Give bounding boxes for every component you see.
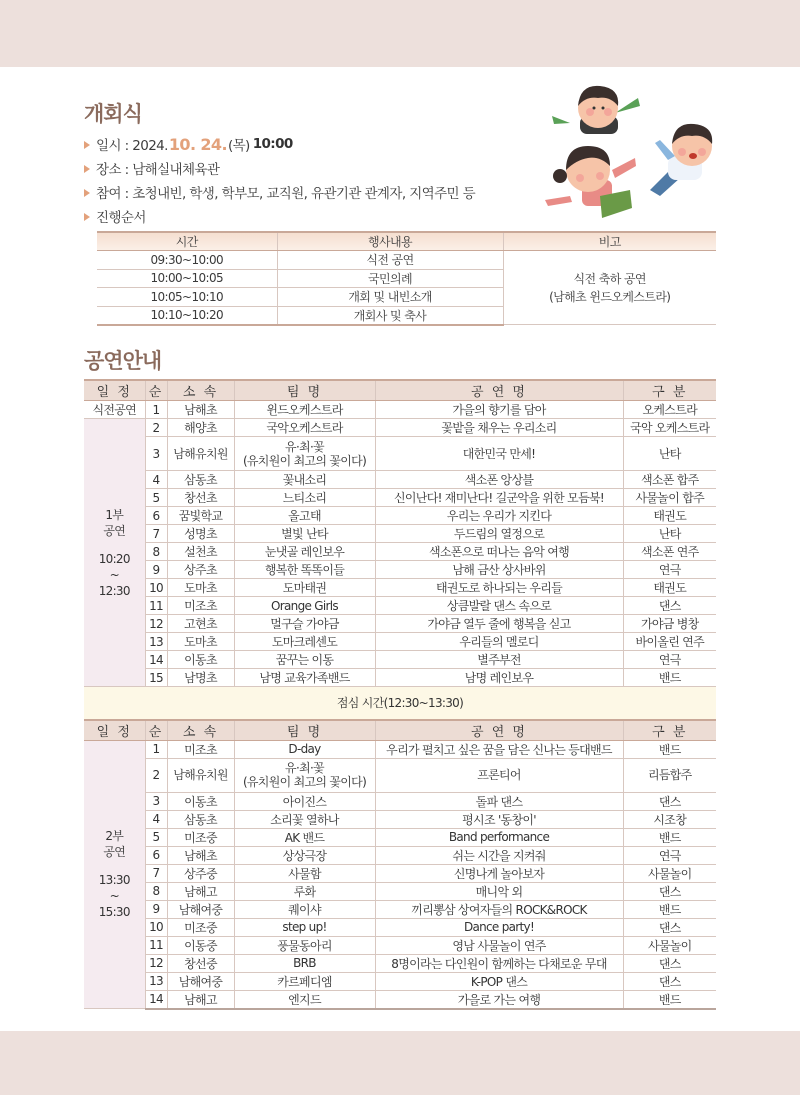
title-cell: 쉬는 시간을 지켜줘 <box>375 846 623 864</box>
kid-bottom <box>545 146 636 218</box>
triangle-bullet-icon <box>84 189 90 197</box>
team-cell: 행복한 똑똑이들 <box>234 561 375 579</box>
info-place <box>84 156 475 180</box>
header-title: 공 연 명 <box>375 720 623 741</box>
team-name-line-2: (유치원이 최고의 꽃이다) <box>242 775 367 789</box>
school-cell: 창선초 <box>167 489 234 507</box>
time-cell: 10:10~10:20 <box>97 306 277 325</box>
order-cell: 14 <box>145 990 167 1009</box>
title-cell: 매니악 외 <box>375 882 623 900</box>
table-row <box>84 525 716 543</box>
order-cell: 4 <box>145 471 167 489</box>
title-cell: K-POP 댄스 <box>375 972 623 990</box>
date-prefix: 일시 : 2024. <box>96 138 168 154</box>
table-row <box>84 990 716 1009</box>
title-cell: 가을의 향기를 담아 <box>375 401 623 419</box>
title-cell: 남해 금산 상사바위 <box>375 561 623 579</box>
title-cell: 프론티어 <box>375 758 623 792</box>
order-cell: 5 <box>145 489 167 507</box>
team-cell: 풍물동아리 <box>234 936 375 954</box>
note-line-2: (남해초 윈드오케스트라) <box>549 289 671 304</box>
gap <box>84 539 145 551</box>
school-cell: 남해초 <box>167 846 234 864</box>
type-cell: 사물놀이 <box>623 936 716 954</box>
title-cell: 끼리뽕삼 상여자들의 ROCK&ROCK <box>375 900 623 918</box>
header-order: 순 <box>145 720 167 741</box>
school-cell: 삼동초 <box>167 471 234 489</box>
header-school: 소 속 <box>167 720 234 741</box>
title-cell: 영남 사물놀이 연주 <box>375 936 623 954</box>
school-cell: 고현초 <box>167 615 234 633</box>
content-cell: 개회 및 내빈소개 <box>277 288 503 307</box>
time-cell: 10:05~10:10 <box>97 288 277 307</box>
school-cell: 꿈빛학교 <box>167 507 234 525</box>
header-title: 공 연 명 <box>375 380 623 401</box>
header-team: 팀 명 <box>234 720 375 741</box>
lunch-cell: 점심 시간(12:30~13:30) <box>84 687 716 720</box>
team-cell: 국악오케스트라 <box>234 419 375 437</box>
title-cell: 우리는 우리가 지킨다 <box>375 507 623 525</box>
header-team: 팀 명 <box>234 380 375 401</box>
top-band <box>0 0 800 67</box>
order-cell: 13 <box>145 972 167 990</box>
order-cell: 6 <box>145 846 167 864</box>
school-cell: 성명초 <box>167 525 234 543</box>
school-cell: 도마초 <box>167 633 234 651</box>
type-cell: 사물놀이 합주 <box>623 489 716 507</box>
table-row <box>97 251 716 270</box>
triangle-bullet-icon <box>84 213 90 221</box>
team-cell <box>234 758 375 792</box>
table-row <box>84 846 716 864</box>
order-cell: 1 <box>145 401 167 419</box>
triangle-bullet-icon <box>84 141 90 149</box>
table-header-row <box>84 380 716 401</box>
title-cell: 가야금 열두 줄에 행복을 싣고 <box>375 615 623 633</box>
team-cell: 윈드오케스트라 <box>234 401 375 419</box>
kid-top <box>552 86 640 134</box>
table-row <box>84 437 716 471</box>
type-cell: 밴드 <box>623 740 716 758</box>
school-cell: 상주초 <box>167 561 234 579</box>
table-row <box>84 597 716 615</box>
type-cell: 바이올린 연주 <box>623 633 716 651</box>
schedule-cell-part1 <box>84 419 145 687</box>
table-row <box>84 792 716 810</box>
school-cell: 남해고 <box>167 882 234 900</box>
part-label: 2부 <box>105 829 124 844</box>
header-content: 행사내용 <box>277 232 503 251</box>
school-cell: 미조초 <box>167 597 234 615</box>
table-row <box>84 810 716 828</box>
table-row <box>84 882 716 900</box>
time-end: 15:30 <box>98 905 130 920</box>
opening-info-list <box>84 132 475 228</box>
type-cell: 댄스 <box>623 597 716 615</box>
type-cell: 사물놀이 <box>623 864 716 882</box>
type-cell: 난타 <box>623 525 716 543</box>
table-row <box>84 633 716 651</box>
school-cell: 상주중 <box>167 864 234 882</box>
time-start: 13:30 <box>98 873 130 888</box>
opening-ceremony-title: 개회식 <box>84 102 142 126</box>
table-row <box>84 543 716 561</box>
order-cell: 7 <box>145 864 167 882</box>
team-cell: Orange Girls <box>234 597 375 615</box>
type-cell: 가야금 병창 <box>623 615 716 633</box>
team-cell: 엔지드 <box>234 990 375 1009</box>
school-cell: 남해유치원 <box>167 758 234 792</box>
order-cell: 10 <box>145 918 167 936</box>
order-cell: 9 <box>145 561 167 579</box>
table-row <box>84 669 716 687</box>
table-row <box>84 401 716 419</box>
title-cell: 대한민국 만세! <box>375 437 623 471</box>
time-tilde: ~ <box>109 889 119 904</box>
type-cell: 태권도 <box>623 579 716 597</box>
header-type: 구 분 <box>623 720 716 741</box>
order-cell: 8 <box>145 543 167 561</box>
title-cell: Dance party! <box>375 918 623 936</box>
type-cell: 시조창 <box>623 810 716 828</box>
order-cell: 3 <box>145 437 167 471</box>
type-cell: 밴드 <box>623 828 716 846</box>
title-cell: Band performance <box>375 828 623 846</box>
time-end: 12:30 <box>98 583 130 598</box>
title-cell: 두드림의 열정으로 <box>375 525 623 543</box>
order-cell: 9 <box>145 900 167 918</box>
school-cell: 이동중 <box>167 936 234 954</box>
table-row <box>84 972 716 990</box>
type-cell: 국악 오케스트라 <box>623 419 716 437</box>
type-cell: 댄스 <box>623 972 716 990</box>
title-cell: 색소폰 앙상블 <box>375 471 623 489</box>
table-row <box>84 864 716 882</box>
title-cell: 돌파 댄스 <box>375 792 623 810</box>
school-cell: 해양초 <box>167 419 234 437</box>
header-schedule: 일 정 <box>84 720 145 741</box>
order-cell: 14 <box>145 651 167 669</box>
title-cell: 신이난다! 재미난다! 길군악을 위한 모듬북! <box>375 489 623 507</box>
order-cell: 10 <box>145 579 167 597</box>
table-row <box>84 740 716 758</box>
title-cell: 색소폰으로 떠나는 음악 여행 <box>375 543 623 561</box>
team-cell: 도마크레센도 <box>234 633 375 651</box>
type-cell: 댄스 <box>623 882 716 900</box>
order-cell: 6 <box>145 507 167 525</box>
title-cell: 8명이라는 다인원이 함께하는 다채로운 무대 <box>375 954 623 972</box>
content-cell: 식전 공연 <box>277 251 503 270</box>
order-cell: 13 <box>145 633 167 651</box>
header-time: 시간 <box>97 232 277 251</box>
school-cell: 미조중 <box>167 918 234 936</box>
title-cell: 남명 레인보우 <box>375 669 623 687</box>
team-cell: 남명 교육가족밴드 <box>234 669 375 687</box>
team-cell: 카르페디엠 <box>234 972 375 990</box>
attendees-text: 참여 : 초청내빈, 학생, 학부모, 교직원, 유관기관 관계자, 지역주민 등 <box>96 186 476 202</box>
type-cell: 댄스 <box>623 792 716 810</box>
school-cell: 미조초 <box>167 740 234 758</box>
team-cell: 별빛 난타 <box>234 525 375 543</box>
order-label: 진행순서 <box>96 210 146 226</box>
team-cell <box>234 437 375 471</box>
team-cell: 퀘이샤 <box>234 900 375 918</box>
part-label: 1부 <box>105 507 124 522</box>
title-cell: 우리가 펼치고 싶은 꿈을 담은 신나는 등대밴드 <box>375 740 623 758</box>
school-cell: 남해초 <box>167 401 234 419</box>
team-cell: 도마태권 <box>234 579 375 597</box>
info-order <box>84 204 475 228</box>
team-cell: 꿈꾸는 이동 <box>234 651 375 669</box>
type-cell: 색소폰 합주 <box>623 471 716 489</box>
type-cell: 연극 <box>623 846 716 864</box>
school-cell: 설천초 <box>167 543 234 561</box>
team-cell: 눈냇골 레인보우 <box>234 543 375 561</box>
order-cell: 2 <box>145 758 167 792</box>
note-cell <box>503 251 716 325</box>
title-cell: 별주부전 <box>375 651 623 669</box>
team-cell: step up! <box>234 918 375 936</box>
content-cell: 국민의례 <box>277 269 503 288</box>
type-cell: 오케스트라 <box>623 401 716 419</box>
order-cell: 3 <box>145 792 167 810</box>
type-cell: 리듬합주 <box>623 758 716 792</box>
type-cell: 댄스 <box>623 918 716 936</box>
school-cell: 남명초 <box>167 669 234 687</box>
team-cell: 아이진스 <box>234 792 375 810</box>
kid-right <box>650 124 712 196</box>
team-cell: 사물함 <box>234 864 375 882</box>
team-cell: BRB <box>234 954 375 972</box>
type-cell: 밴드 <box>623 990 716 1009</box>
table-row <box>84 758 716 792</box>
table-header-row <box>84 720 716 741</box>
date-time: 10:00 <box>252 136 293 152</box>
info-attendees <box>84 180 475 204</box>
title-cell: 상큼발랄 댄스 속으로 <box>375 597 623 615</box>
order-cell: 7 <box>145 525 167 543</box>
team-cell: 소리꽃 열하나 <box>234 810 375 828</box>
team-cell: 꽃내소리 <box>234 471 375 489</box>
table-row <box>84 561 716 579</box>
header-school: 소 속 <box>167 380 234 401</box>
team-name-line-1: 유·최·꽃 <box>285 439 324 454</box>
bottom-band <box>0 1031 800 1095</box>
order-cell: 5 <box>145 828 167 846</box>
table-row <box>84 828 716 846</box>
order-cell: 2 <box>145 419 167 437</box>
order-cell: 11 <box>145 936 167 954</box>
team-cell: 느티소리 <box>234 489 375 507</box>
type-cell: 연극 <box>623 561 716 579</box>
header-type: 구 분 <box>623 380 716 401</box>
school-cell: 남해여중 <box>167 972 234 990</box>
time-cell: 09:30~10:00 <box>97 251 277 270</box>
title-cell: 신명나게 놀아보자 <box>375 864 623 882</box>
team-name-line-1: 유·최·꽃 <box>285 761 324 775</box>
date-day: (목) <box>227 138 250 154</box>
time-tilde: ~ <box>109 567 119 582</box>
part-sublabel: 공연 <box>103 845 126 860</box>
time-start: 10:20 <box>98 551 130 566</box>
order-cell: 1 <box>145 740 167 758</box>
school-cell: 남해유치원 <box>167 437 234 471</box>
part-sublabel: 공연 <box>103 523 126 538</box>
lunch-row <box>84 687 716 720</box>
table-row <box>84 615 716 633</box>
order-cell: 4 <box>145 810 167 828</box>
title-cell: 꽃밭을 채우는 우리소리 <box>375 419 623 437</box>
order-cell: 12 <box>145 615 167 633</box>
school-cell: 이동초 <box>167 792 234 810</box>
team-name-line-2: (유치원이 최고의 꽃이다) <box>242 453 367 468</box>
ceremony-order-table <box>97 231 716 326</box>
content-cell: 개회사 및 축사 <box>277 306 503 325</box>
school-cell: 도마초 <box>167 579 234 597</box>
performance-table <box>84 379 716 1010</box>
title-cell: 우리들의 멜로디 <box>375 633 623 651</box>
team-cell: D-day <box>234 740 375 758</box>
school-cell: 창선중 <box>167 954 234 972</box>
type-cell: 밴드 <box>623 900 716 918</box>
team-cell: 올고태 <box>234 507 375 525</box>
gap <box>84 860 145 872</box>
date-accent: 10. 24. <box>168 134 227 154</box>
team-cell: 멀구슬 가야금 <box>234 615 375 633</box>
type-cell: 색소폰 연주 <box>623 543 716 561</box>
table-row <box>84 918 716 936</box>
schedule-cell-part2 <box>84 740 145 1009</box>
table-row <box>84 936 716 954</box>
schedule-block <box>84 507 145 599</box>
schedule-cell-pre-show: 식전공연 <box>84 401 145 419</box>
team-cell: 루화 <box>234 882 375 900</box>
title-cell: 태권도로 하나되는 우리들 <box>375 579 623 597</box>
triangle-bullet-icon <box>84 165 90 173</box>
children-illustration <box>540 78 730 228</box>
table-row <box>84 507 716 525</box>
title-cell: 가을로 가는 여행 <box>375 990 623 1009</box>
type-cell: 태권도 <box>623 507 716 525</box>
performance-guide-title: 공연안내 <box>84 349 162 373</box>
type-cell: 밴드 <box>623 669 716 687</box>
school-cell: 이동초 <box>167 651 234 669</box>
type-cell: 난타 <box>623 437 716 471</box>
order-cell: 11 <box>145 597 167 615</box>
order-cell: 8 <box>145 882 167 900</box>
team-cell: AK 밴드 <box>234 828 375 846</box>
header-schedule: 일 정 <box>84 380 145 401</box>
school-cell: 남해여중 <box>167 900 234 918</box>
order-cell: 12 <box>145 954 167 972</box>
header-order: 순 <box>145 380 167 401</box>
table-row <box>84 489 716 507</box>
type-cell: 댄스 <box>623 954 716 972</box>
info-date <box>84 132 475 156</box>
team-cell: 상상극장 <box>234 846 375 864</box>
order-cell: 15 <box>145 669 167 687</box>
table-row <box>84 651 716 669</box>
table-row <box>84 471 716 489</box>
title-cell: 평시조 '동창이' <box>375 810 623 828</box>
time-cell: 10:00~10:05 <box>97 269 277 288</box>
table-row <box>84 419 716 437</box>
school-cell: 삼동초 <box>167 810 234 828</box>
school-cell: 남해고 <box>167 990 234 1009</box>
school-cell: 미조중 <box>167 828 234 846</box>
schedule-block <box>84 828 145 920</box>
table-row <box>84 954 716 972</box>
header-note: 비고 <box>503 232 716 251</box>
table-row <box>84 900 716 918</box>
place-text: 장소 : 남해실내체육관 <box>96 162 220 178</box>
type-cell: 연극 <box>623 651 716 669</box>
note-line-1: 식전 축하 공연 <box>573 271 646 286</box>
table-row <box>84 579 716 597</box>
